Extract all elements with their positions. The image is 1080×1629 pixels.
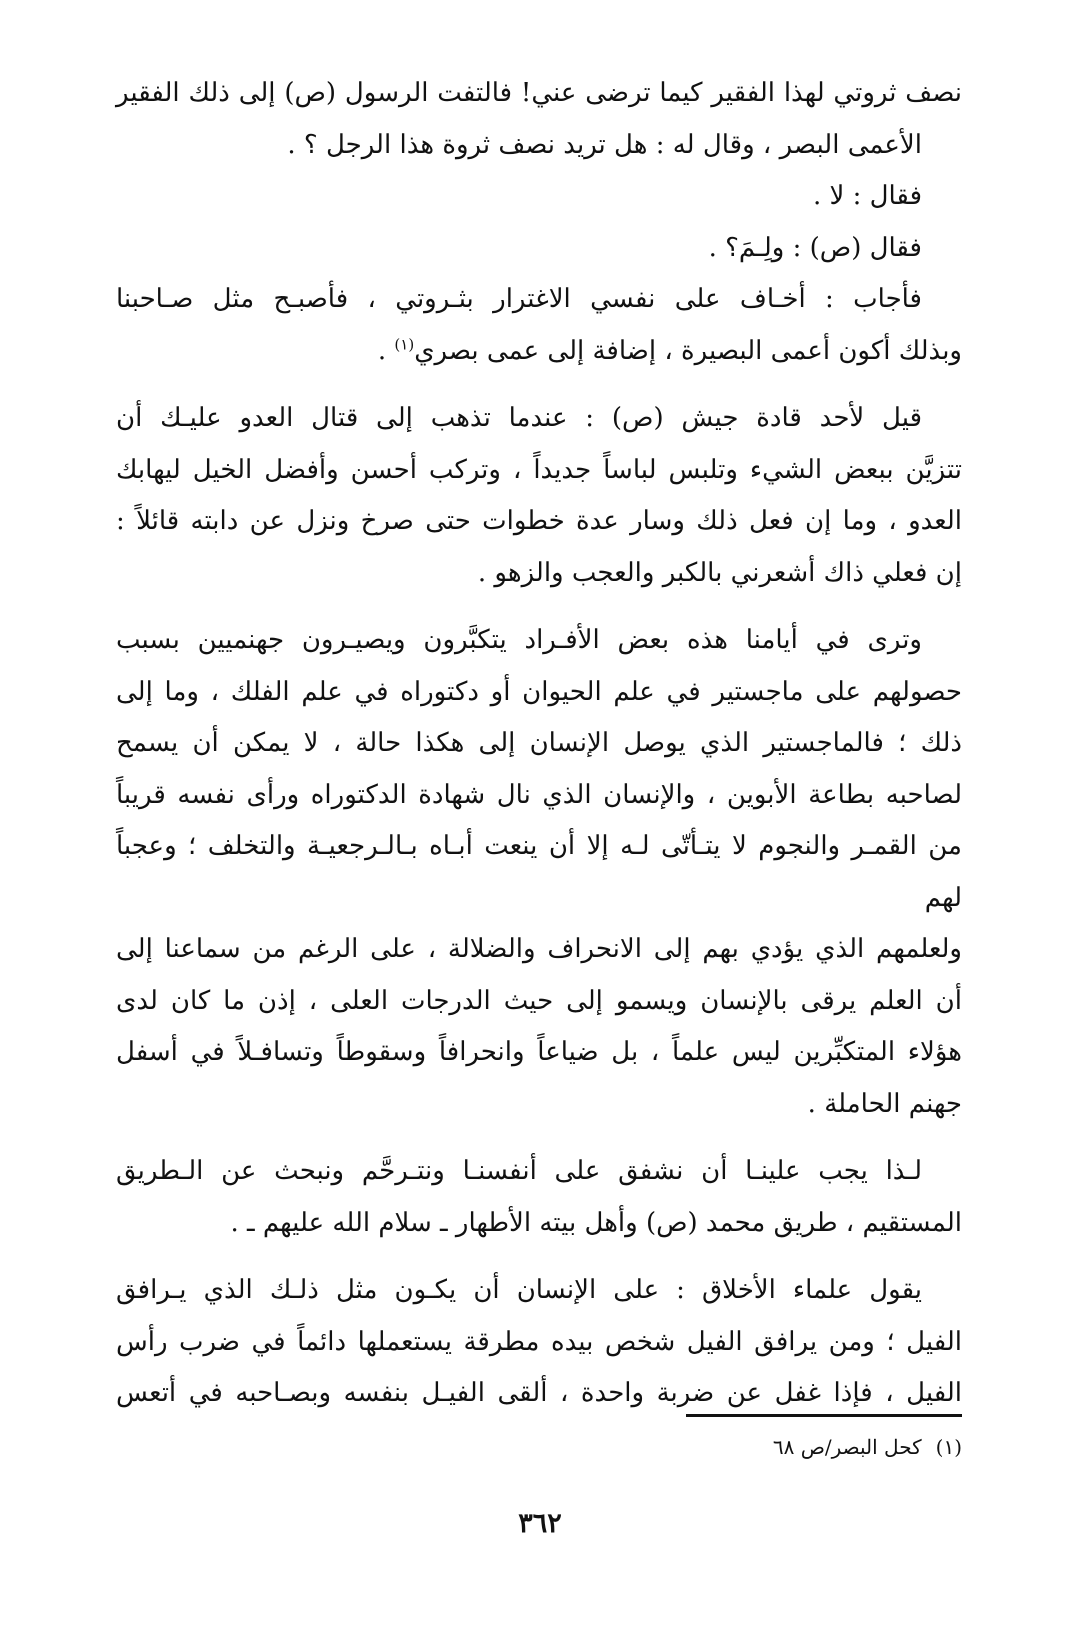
text-line: الأعمى البصر ، وقال له : هل تريد نصف ثروة هذا الرجل ؟ . bbox=[287, 129, 922, 160]
text-line: قيل لأحد قادة جيش (ص) : عندما تذهب إلى قتال العدو عليـك أن bbox=[116, 403, 922, 433]
text-line: فقال : لا . bbox=[812, 181, 922, 211]
text-line: نصف ثروتي لهذا الفقير كيما ترضى عني! فالتفت الرسول (ص) إلى ذلك الفقير bbox=[116, 78, 962, 108]
text-line: حصولهم على ماجستير في علم الحيوان أو دكتوراه في علم الفلك ، وما إلى bbox=[116, 676, 962, 707]
text-line: وبذلك أكون أعمى البصيرة ، إضافة إلى عمى بصري bbox=[414, 335, 962, 366]
footnote-text: كحل البصر/ص ٦٨ bbox=[772, 1435, 922, 1459]
text-line: ولعلمهم الذي يؤدي بهم إلى الانحراف والضلالة ، على الرغم من سماعنا إلى bbox=[116, 934, 962, 964]
footnote-divider bbox=[686, 1414, 962, 1417]
text-line: لـذا يجب علينـا أن نشفق على أنفسنـا ونتـرحَّم ونبحث عن الـطريق bbox=[116, 1156, 922, 1186]
text-line: ذلك ؛ فالماجستير الذي يوصل الإنسان إلى هكذا حالة ، لا يمكن أن يسمح bbox=[116, 728, 962, 758]
text-line: من القمـر والنجوم لا يتـأتّى لـه إلا أن ينعت أبـاه بـالـرجعيـة والتخلف ؛ وعجباً لهم bbox=[116, 831, 962, 913]
paragraph-4 bbox=[116, 274, 962, 377]
text-line: جهنم الحاملة . bbox=[807, 1088, 962, 1119]
text-line: العدو ، وما إن فعل ذلك وسار عدة خطوات حتى صرخ ونزل عن دابته قائلاً : bbox=[116, 506, 962, 536]
paragraph-7 bbox=[116, 1146, 962, 1249]
text-line: إن فعلي ذاك أشعرني بالكبر والعجب والزهو . bbox=[477, 557, 962, 588]
paragraph-1 bbox=[116, 68, 962, 171]
text-line: الفيل ، فإذا غفل عن ضربة واحدة ، ألقى الفيـل بنفسه وبصـاحبه في أتعس bbox=[116, 1378, 962, 1408]
body-text bbox=[116, 68, 962, 1420]
text-line: وترى في أيامنا هذه بعض الأفـراد يتكبَّرون ويصيـرون جهنميين بسبب bbox=[116, 625, 922, 655]
text-line: فقال (ص) : ولِـمَ؟ . bbox=[708, 232, 922, 263]
paragraph-3 bbox=[116, 223, 962, 275]
footnote-reference[interactable]: (١) bbox=[394, 334, 415, 353]
footnote-number: (١) bbox=[935, 1435, 962, 1459]
text-line: الفيل ؛ ومن يرافق الفيل شخص بيده مطرقة يستعملها دائماً في ضرب رأس bbox=[116, 1326, 962, 1357]
paragraph-8 bbox=[116, 1265, 962, 1420]
paragraph-2 bbox=[116, 171, 962, 223]
page-number: ٣٦٢ bbox=[518, 1508, 562, 1539]
text-line: فأجاب : أخـاف على نفسي الاغترار بثـروتي ، فأصبـح مثل صـاحبنا bbox=[116, 284, 922, 314]
text-line-with-note bbox=[116, 326, 962, 378]
line-tail: . bbox=[377, 335, 395, 366]
text-line: تتزيَّن ببعض الشيء وتلبس لباساً جديداً ، وتركب أحسن وأفضل الخيل ليهابك bbox=[116, 454, 962, 485]
text-line: لصاحبه بطاعة الأبوين ، والإنسان الذي نال شهادة الدكتوراه ورأى نفسه قريباً bbox=[116, 779, 962, 810]
text-line: هؤلاء المتكبِّرين ليس علماً ، بل ضياعاً وانحرافاً وسقوطاً وتسافـلاً في أسفل bbox=[116, 1037, 962, 1067]
text-line: يقول علماء الأخلاق : على الإنسان أن يكـون مثل ذلـك الذي يـرافق bbox=[116, 1275, 922, 1305]
paragraph-5 bbox=[116, 393, 962, 599]
text-line: المستقيم ، طريق محمد (ص) وأهل بيته الأطهار ـ سلام الله عليهم ـ . bbox=[230, 1207, 962, 1238]
paragraph-6 bbox=[116, 615, 962, 1130]
footnote bbox=[562, 1432, 962, 1462]
text-line: أن العلم يرقى بالإنسان ويسمو إلى حيث الدرجات العلى ، إذن ما كان لدى bbox=[116, 985, 962, 1016]
